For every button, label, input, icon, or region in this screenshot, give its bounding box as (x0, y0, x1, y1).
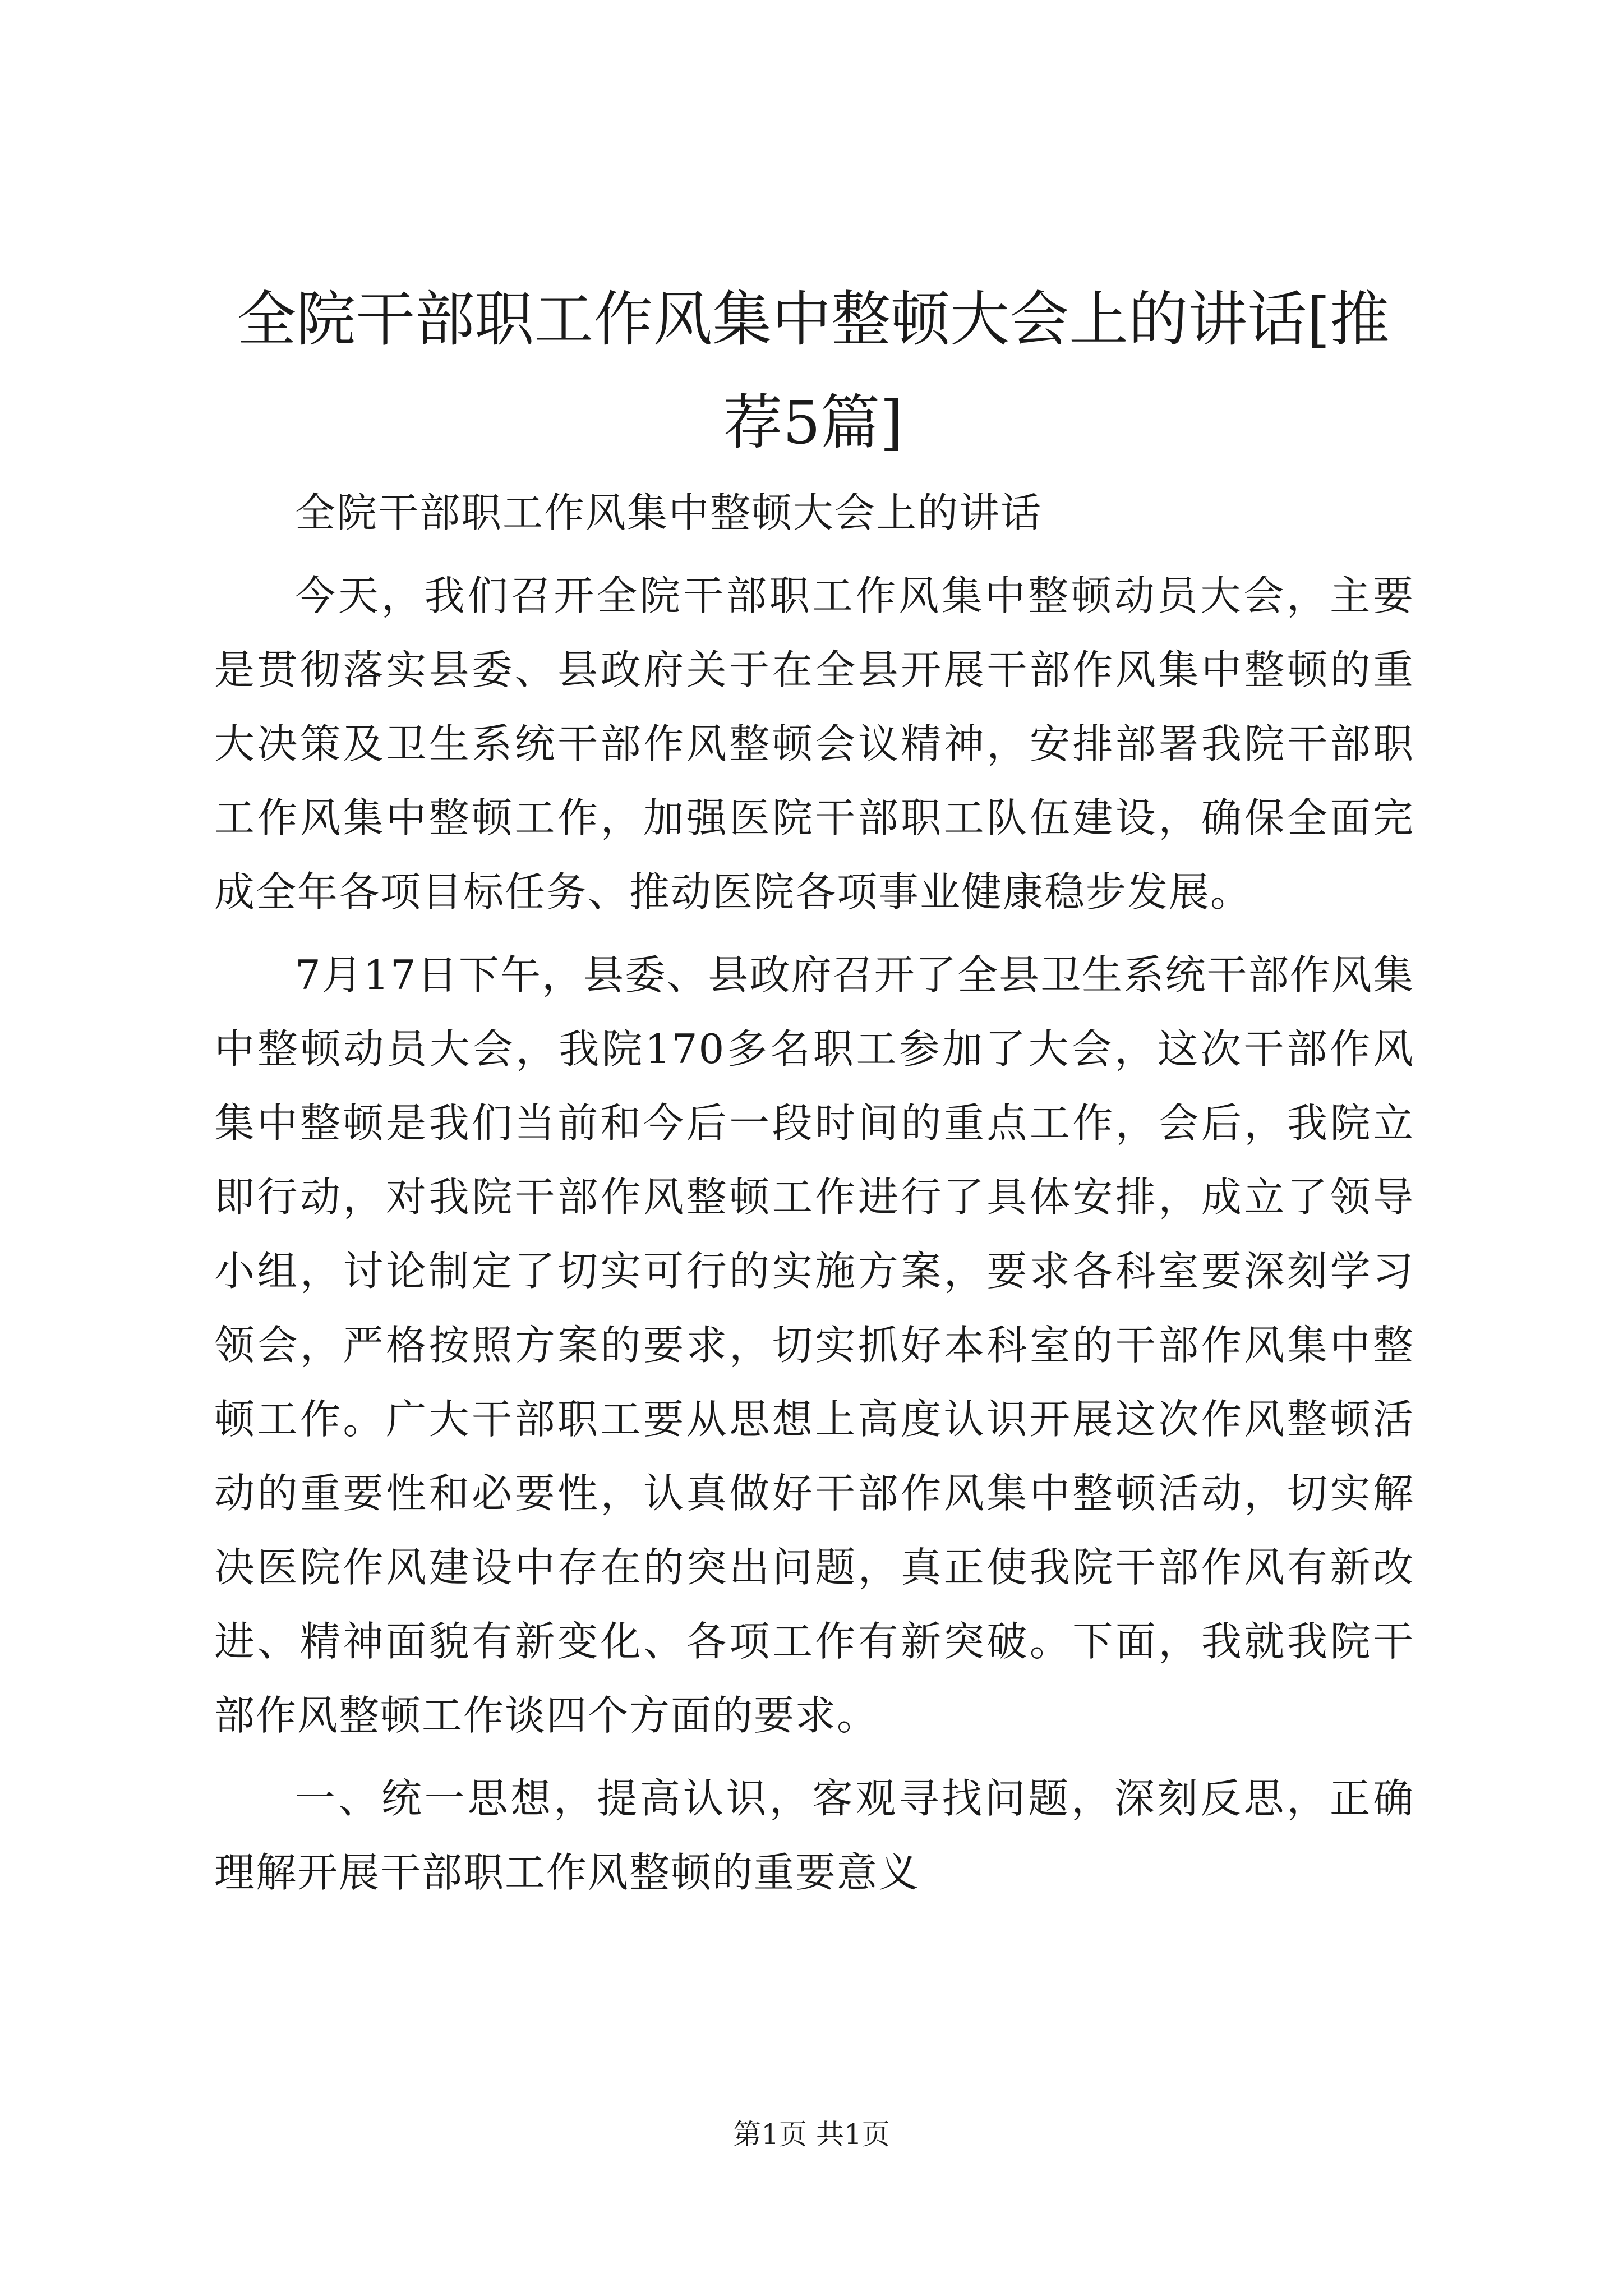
document-subtitle: 全院干部职工作风集中整顿大会上的讲话 (295, 489, 1043, 536)
body-paragraph: 7月17日下午，县委、县政府召开了全县卫生系统干部作风集中整顿动员大会，我院170多名职工参加了大会，这次干部作风集中整顿是我们当前和今后一段时间的重点工作，会后，我院立即行动，对我院干部作风整顿工作进行了具体安排，成立了领导小组，讨论制定了切实可行的实施方案，要求各科室要深刻学习领会，严格按照方案的要求，切实抓好本科室的干部作风集中整顿工作。广大干部职工要从思想上高度认识开展这次作风整顿活动的重要性和必要性，认真做好干部作风集中整顿活动，切实解决医院作风建设中存在的突出问题，真正使我院干部作风有新改进、精神面貌有新变化、各项工作有新突破。下面，我就我院干部作风整顿工作谈四个方面的要求。 (214, 951, 1414, 1739)
body-paragraph: 今天，我们召开全院干部职工作风集中整顿动员大会，主要是贯彻落实县委、县政府关于在全县开展干部作风集中整顿的重大决策及卫生系统干部作风整顿会议精神，安排部署我院干部职工作风集中整顿工作，加强医院干部职工队伍建设，确保全面完成全年各项目标任务、推动医院各项事业健康稳步发展。 (214, 572, 1414, 915)
page-footer: 第1页 共1页 (733, 2118, 890, 2151)
document-title: 全院干部职工作风集中整顿大会上的讲话[推荐5篇] (237, 285, 1390, 457)
document-body (214, 476, 1414, 1910)
section-heading: 一、统一思想，提高认识，客观寻找问题，深刻反思，正确理解开展干部职工作风整顿的重要意义 (214, 1775, 1414, 1896)
